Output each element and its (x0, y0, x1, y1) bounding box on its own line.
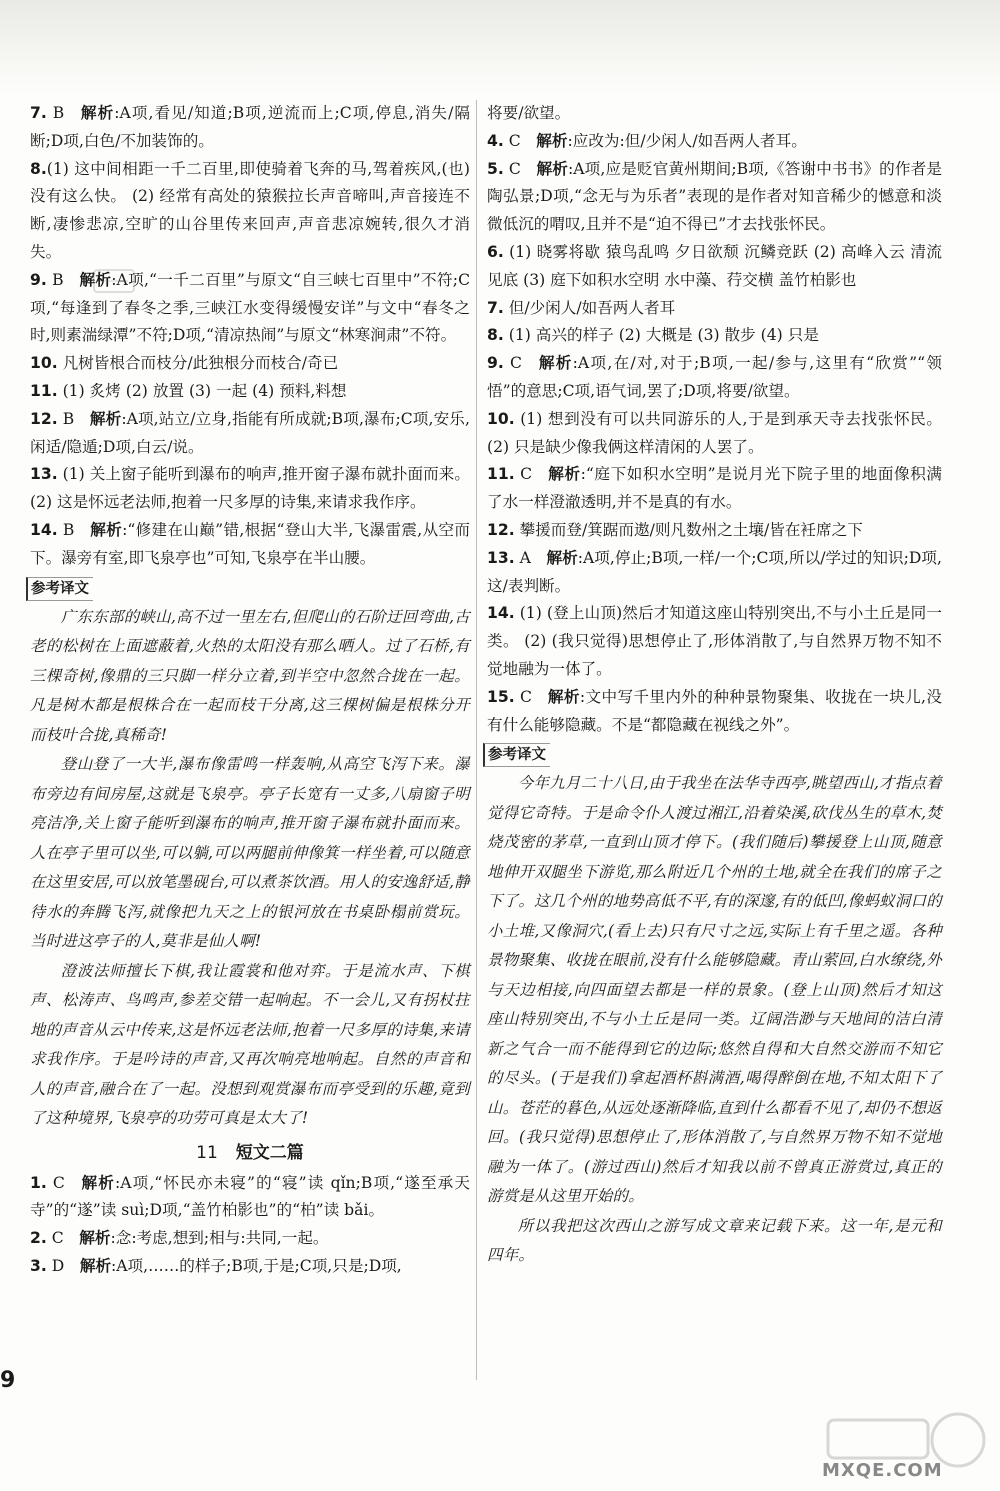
question-number: 9. (487, 354, 504, 373)
answer-item (487, 322, 942, 350)
answer-text: (1) (登上山顶)然后才知道这座山特别突出,不与小土丘是同一类。 (2) (我只觉得)思想停止了,形体消散了,与自然界万物不知不觉地融为一体了。 (487, 604, 942, 678)
analysis-label: 解析 (536, 131, 568, 150)
translation-paragraph: 澄波法师擅长下棋,我让霞裳和他对弈。于是流水声、下棋声、松涛声、鸟鸣声,参差交错一起响起。不一会儿,又有拐杖拄地的声音从云中传来,这是怀远老法师,抱着一尺多厚的诗集,来请求我作序。于是吟诗的声音,又再次响亮地响起。自然的声音和人的声音,融合在了一起。没想到观赏瀑布而亭受到的乐趣,竟到了这种境界,飞泉亭的功劳可真是太大了! (30, 961, 470, 1128)
answer-text: 凡树皆根合而枝分/此独根分而枝合/奇已 (57, 354, 339, 373)
question-number: 13. (30, 465, 58, 484)
analysis-label: 解析 (89, 520, 123, 539)
answer-text: (1) 炙烤 (2) 放置 (3) 一起 (4) 预料,料想 (57, 381, 347, 400)
page-number: 9 (0, 1368, 16, 1393)
answer-text: :A项,“一千二百里”与原文“自三峡七百里中”不符;C项,“每逢到了春冬之季,三峡江水变得缓慢安详”与文中“春冬之时,则素湍绿潭”不符;D项,“清凉热闹”与原文“林寒涧肃”不符。 (30, 270, 470, 345)
answer-item (487, 350, 942, 406)
question-number: 12. (30, 409, 58, 428)
column-divider (476, 100, 477, 1380)
answer-text: (1) 关上窗子能听到瀑布的响声,推开窗子瀑布就扑面而来。 (2) 这是怀远老法师,抱着一尺多厚的诗集,来请求我作序。 (30, 465, 470, 512)
answer-text: (1) 想到没有可以共同游乐的人,于是到承天寺去找张怀民。 (2) 只是缺少像我俩这样清闲的人罢了。 (487, 409, 942, 456)
question-number: 2. (30, 1229, 47, 1248)
answer-choice: B (46, 104, 65, 122)
answer-item (30, 378, 470, 406)
left-reference-translation (30, 573, 470, 1134)
answer-item (487, 600, 942, 683)
analysis-label: 解析 (547, 465, 581, 484)
answer-text: :A项,站立/立身,指能有所成就;B项,瀑布;C项,安乐,闲适/隐遁;D项,白云/说。 (30, 409, 470, 456)
answer-choice: C (46, 1173, 65, 1192)
question-number: 13. (487, 548, 515, 567)
question-number: 1. (30, 1173, 47, 1192)
section-answer-list (30, 1170, 470, 1281)
section-number: 11 (196, 1142, 218, 1163)
answer-choice: B (46, 270, 64, 289)
left-translation-body (30, 603, 470, 1134)
left-answer-list (30, 100, 470, 573)
answer-text: :A项,停止;B项,一样/一个;C项,所以/学过的知识;D项,这/表判断。 (487, 548, 942, 595)
answer-choice: C (46, 1229, 64, 1248)
section-title: 短文二篇 (235, 1142, 304, 1163)
translation-paragraph: 所以我把这次西山之游写成文章来记载下来。这一年,是元和四年。 (487, 1216, 942, 1265)
question-number: 11. (30, 381, 58, 400)
analysis-label: 解析 (536, 159, 569, 178)
answer-item (30, 1253, 470, 1281)
answer-text: :念:考虑,想到;相与:共同,一起。 (110, 1229, 329, 1248)
question-number: 7. (30, 104, 47, 122)
translation-paragraph: 登山登了一大半,瀑布像雷鸣一样轰响,从高空飞泻下来。瀑布旁边有间房屋,这就是飞泉亭。亭子长宽有一丈多,八扇窗子明亮洁净,关上窗子能听到瀑布的响声,推开窗子瀑布就扑面而来。人在亭子里可以坐,可以躺,可以两腿前伸像箕一样坐着,可以随意在这里安居,可以放笔墨砚台,可以煮茶饮酒。用人的安逸舒适,静待水的奔腾飞泻,就像把九天之上的银河放在书桌卧榻前赏玩。当时进这亭子的人,莫非是仙人啊! (30, 755, 470, 951)
answer-choice: C (514, 687, 532, 706)
question-number: 8. (487, 326, 504, 345)
answer-item (487, 406, 942, 462)
right-reference-translation (487, 739, 942, 1271)
answer-item (487, 517, 942, 545)
analysis-label: 解析 (79, 1256, 112, 1275)
answer-item (487, 545, 942, 601)
continued-text: 将要/欲望。 (487, 104, 571, 122)
answer-text: :A项,在/对,对于;B项,一起/参与,这里有“欣赏”“领悟”的意思;C项,语气词,罢了;D项,将要/欲望。 (487, 354, 942, 400)
answer-text: (1) 这中间相距一千二百里,即使骑着飞奔的马,驾着疾风,(也)没有这么快。 (2) 经常有高处的猿猴拉长声音啼叫,声音接连不断,凄惨悲凉,空旷的山谷里传来回声,声音悲凉婉转,很久才消失。 (30, 159, 470, 261)
question-number: 14. (487, 604, 515, 623)
question-number: 15. (487, 687, 515, 706)
question-number: 8. (30, 159, 47, 178)
question-number: 3. (30, 1256, 47, 1275)
answer-choice: C (503, 159, 521, 178)
right-answer-list (487, 128, 942, 740)
analysis-label: 解析 (79, 1229, 111, 1248)
answer-choice: A (514, 548, 531, 567)
answer-text: (1) 晓雾将歇 猿鸟乱鸣 夕日欲颓 沉鳞竞跃 (2) 高峰入云 清流见底 (3) 庭下如积水空明 水中藻、荇交横 盖竹柏影也 (487, 242, 942, 289)
answer-item (30, 406, 470, 462)
right-column (487, 100, 942, 1271)
section-heading (30, 1138, 470, 1168)
analysis-label: 解析 (79, 104, 115, 122)
answer-item (30, 1225, 470, 1253)
question-number: 5. (487, 159, 504, 178)
answer-item (30, 517, 470, 573)
answer-item (487, 295, 942, 323)
answer-item (487, 156, 942, 239)
question-number: 7. (487, 298, 504, 317)
answer-choice: B (57, 409, 75, 428)
question-number: 14. (30, 520, 58, 539)
answer-choice: C (503, 354, 522, 373)
answer-text: :A项,“怀民亦未寝”的“寝”读 qǐn;B项,“遂至承天寺”的“遂”读 suì;D项,“盖竹柏影也”的“柏”读 bǎi。 (30, 1173, 470, 1220)
translation-paragraph: 今年九月二十八日,由于我坐在法华寺西亭,眺望西山,才指点着觉得它奇特。于是命令仆人渡过湘江,沿着染溪,砍伐丛生的草木,焚烧茂密的茅草,一直到山顶才停下。(我们随后)攀援登上山顶,随意地伸开双腿坐下游览,那么附近几个州的土地,就全在我们的席子之下了。这几个州的地势高低不平,有的深邃,有的低凹,像蚂蚁洞口的小土堆,又像洞穴,(看上去)只有尺寸之远,实际上有千里之遥。各种景物聚集、收拢在眼前,没有什么能够隐藏。青山萦回,白水缭绕,外与天边相接,向四面望去都是一样的景象。(登上山顶)然后才知这座山特别突出,不与小土丘是同一类。辽阔浩渺与天地间的洁白清新之气合一而不能得到它的边际;悠然自得和大自然交游而不知它的尽头。(于是我们)拿起酒杯斟满酒,喝得醉倒在地,不知太阳下了山。苍茫的暮色,从远处逐渐降临,直到什么都看不见了,却仍不想返回。(我只觉得)思想停止了,形体消散了,与自然界万物不知不觉地融为一体了。(游过西山)然后才知我以前不曾真正游赏过,真正的游赏是从这里开始的。 (487, 774, 942, 1206)
watermark-text: MXQE.COM (822, 1460, 943, 1481)
answer-item (30, 156, 470, 267)
answer-text: :A项,看见/知道;B项,逆流而上;C项,停息,消失/隔断;D项,白色/不加装饰的。 (30, 104, 470, 150)
analysis-label: 解析 (89, 409, 122, 428)
analysis-label: 解析 (547, 687, 580, 706)
analysis-label: 解析 (79, 270, 112, 289)
answer-text: :A项,应是贬官黄州期间;B项,《答谢中书书》的作者是陶弘景;D项,“念无与为乐者”表现的是作者对知音稀少的憾意和淡微低沉的喟叹,且并不是“迫不得已”才去找张怀民。 (487, 159, 942, 234)
answer-text: :“修建在山巅”错,根据“登山大半,飞瀑雷震,从空而下。瀑旁有室,即飞泉亭也”可知,飞泉亭在半山腰。 (30, 520, 470, 567)
answer-item (30, 350, 470, 378)
reference-translation-heading: 参考译文 (26, 577, 93, 601)
answer-text: :应改为:但/少闲人/如吾两人者耳。 (567, 131, 807, 150)
answer-choice: B (57, 520, 75, 539)
analysis-label: 解析 (537, 354, 573, 373)
translation-paragraph: 广东东部的峡山,高不过一里左右,但爬山的石阶迂回弯曲,古老的松树在上面遮蔽着,火热的太阳没有那么晒人。过了石桥,有三棵奇树,像鼎的三只脚一样分立着,到半空中忽然合拢在一起。凡是树木都是根株合在一起而枝干分离,这三棵树偏是根株分开而枝叶合拢,真稀奇! (30, 607, 470, 744)
analysis-label: 解析 (546, 548, 578, 567)
question-number: 10. (30, 354, 58, 373)
right-translation-body (487, 769, 942, 1271)
answer-text: :文中写千里内外的种种景物聚集、收拢在一块儿,没有什么能够隐藏。不是“都隐藏在视线之外”。 (487, 687, 942, 734)
question-number: 10. (487, 409, 515, 428)
answer-choice: C (503, 131, 521, 150)
answer-item (487, 128, 942, 156)
answer-text: 攀援而登/箕踞而遨/则凡数州之土壤/皆在衽席之下 (514, 520, 863, 539)
question-number: 12. (487, 520, 515, 539)
answer-text: (1) 高兴的样子 (2) 大概是 (3) 散步 (4) 只是 (503, 326, 819, 345)
reference-translation-heading: 参考译文 (483, 743, 550, 767)
scan-top-band (0, 0, 1000, 95)
answer-choice: C (514, 465, 533, 484)
answer-text: :“庭下如积水空明”是说月光下院子里的地面像积满了水一样澄澈透明,并不是真的有水。 (487, 465, 942, 512)
answer-item (30, 100, 470, 156)
answer-item (487, 461, 942, 517)
question-number: 9. (30, 270, 47, 289)
question-number: 11. (487, 465, 515, 484)
answer-text: :A项,……的样子;B项,于是;C项,只是;D项, (111, 1256, 402, 1275)
answer-choice: D (46, 1256, 65, 1275)
answer-item (487, 684, 942, 740)
answer-text: 但/少闲人/如吾两人者耳 (503, 298, 676, 317)
answer-item (30, 461, 470, 517)
analysis-label: 解析 (80, 1173, 115, 1192)
question-number: 6. (487, 242, 504, 261)
question-number: 4. (487, 131, 504, 150)
faint-stamp-icon (92, 268, 136, 294)
answer-item (487, 239, 942, 295)
answer-item (30, 1170, 470, 1226)
